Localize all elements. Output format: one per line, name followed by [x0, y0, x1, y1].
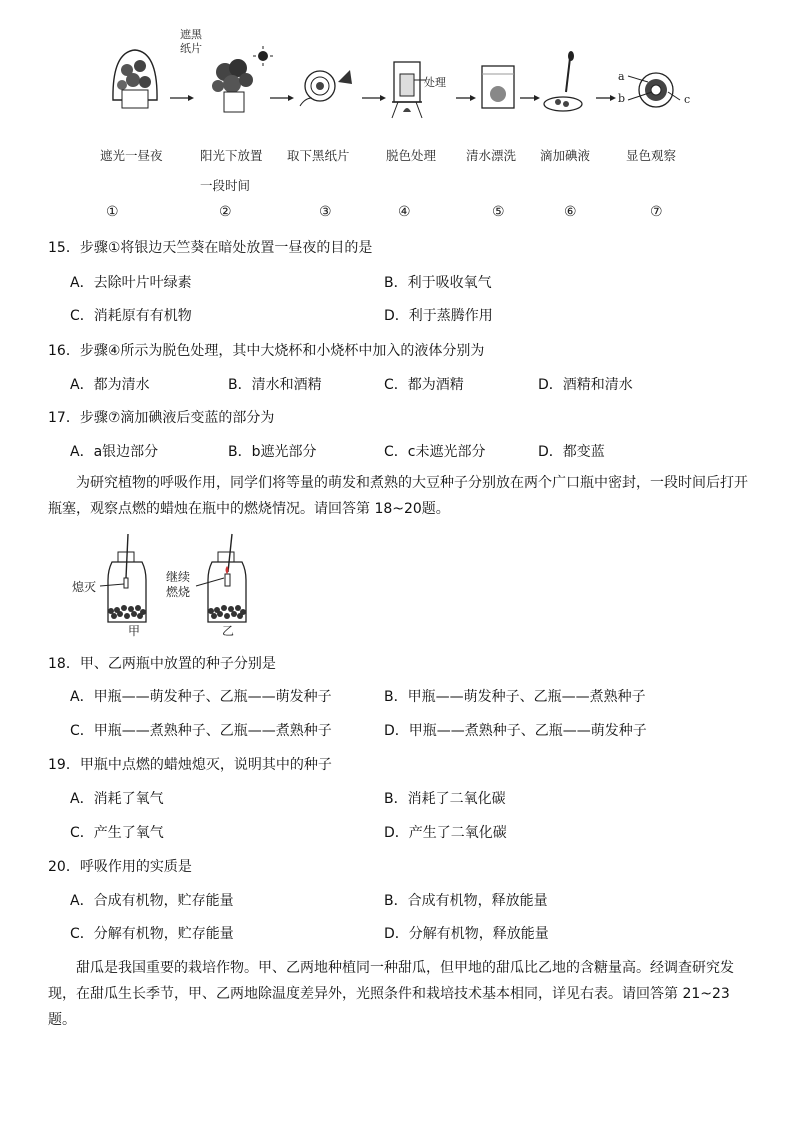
question-15-stem: 15．步骤①将银边天竺葵在暗处放置一昼夜的目的是 — [48, 240, 373, 256]
q17-option-c[interactable]: C．c未遮光部分 — [384, 444, 486, 460]
label-a: a — [618, 70, 625, 83]
label-c: c — [684, 93, 691, 106]
question-20-stem: 20．呼吸作用的实质是 — [48, 859, 192, 875]
step-num-1: ① — [106, 204, 119, 220]
step-label-6: 滴加碘液 — [540, 148, 591, 163]
q15-option-a[interactable]: A．去除叶片叶绿素 — [70, 275, 192, 291]
step-label-3: 取下黑纸片 — [287, 148, 350, 163]
step-num-3: ③ — [319, 204, 332, 220]
q15-option-d[interactable]: D．利于蒸腾作用 — [384, 308, 493, 324]
q20-option-b[interactable]: B．合成有机物，释放能量 — [384, 893, 548, 909]
leaf-result-icon — [628, 73, 680, 107]
q19-option-c[interactable]: C．产生了氧气 — [70, 825, 164, 841]
step-num-4: ④ — [398, 204, 411, 220]
jar-a-label: 甲 — [128, 624, 141, 638]
q20-option-d[interactable]: D．分解有机物，释放能量 — [384, 926, 549, 942]
q18-option-a[interactable]: A．甲瓶——萌发种子、乙瓶——萌发种子 — [70, 689, 332, 705]
q16-option-b[interactable]: B．清水和酒精 — [228, 377, 322, 393]
label-extinguished: 熄灭 — [72, 580, 97, 594]
q16-option-a[interactable]: A．都为清水 — [70, 377, 150, 393]
question-19-stem: 19．甲瓶中点燃的蜡烛熄灭，说明其中的种子 — [48, 757, 332, 773]
rinse-beaker-icon — [482, 66, 514, 108]
plant-sunlight-icon — [212, 46, 273, 112]
jars-illustration — [0, 528, 794, 628]
step-label-1: 遮光一昼夜 — [100, 148, 163, 163]
plant-covered-icon — [113, 50, 157, 108]
q18-option-d[interactable]: D．甲瓶——煮熟种子、乙瓶——萌发种子 — [384, 723, 647, 739]
q20-option-c[interactable]: C．分解有机物，贮存能量 — [70, 926, 234, 942]
intro-melon: 甜瓜是我国重要的栽培作物。甲、乙两地种植同一种甜瓜，但甲地的甜瓜比乙地的含糖量高。经调查研究发现，在甜瓜生长季节，甲、乙两地除温度差异外，光照条件和栽培技术基本相同，详见右表。请回答第 21~23题。 — [48, 960, 734, 1028]
q16-option-c[interactable]: C．都为酒精 — [384, 377, 464, 393]
q18-option-b[interactable]: B．甲瓶——萌发种子、乙瓶——煮熟种子 — [384, 689, 646, 705]
step-num-2: ② — [219, 204, 232, 220]
q19-option-b[interactable]: B．消耗了二氧化碳 — [384, 791, 506, 807]
question-16-stem: 16．步骤④所示为脱色处理，其中大烧杯和小烧杯中加入的液体分别为 — [48, 343, 485, 359]
leaf-remove-paper-icon — [300, 70, 352, 106]
process-label: 处理 — [424, 76, 446, 89]
step-num-7: ⑦ — [650, 204, 663, 220]
step-num-5: ⑤ — [492, 204, 505, 220]
label-keeps-burning: 继续 燃烧 — [166, 570, 191, 599]
step-label-2: 阳光下放置 — [200, 148, 263, 163]
jar-a-icon — [100, 534, 146, 622]
q16-option-d[interactable]: D．酒精和清水 — [538, 377, 633, 393]
q17-option-d[interactable]: D．都变蓝 — [538, 444, 605, 460]
jar-b-icon — [196, 534, 246, 622]
q18-option-c[interactable]: C．甲瓶——煮熟种子、乙瓶——煮熟种子 — [70, 723, 332, 739]
question-18-stem: 18．甲、乙两瓶中放置的种子分别是 — [48, 656, 276, 672]
q19-option-a[interactable]: A．消耗了氧气 — [70, 791, 164, 807]
iodine-dropper-icon — [544, 51, 582, 111]
step-label-2b: 一段时间 — [200, 178, 251, 193]
decolorize-beaker-icon — [392, 62, 426, 118]
q20-option-a[interactable]: A．合成有机物，贮存能量 — [70, 893, 234, 909]
q17-option-b[interactable]: B．b遮光部分 — [228, 444, 317, 460]
q17-option-a[interactable]: A．a银边部分 — [70, 444, 159, 460]
q19-option-d[interactable]: D．产生了二氧化碳 — [384, 825, 507, 841]
step-label-4: 脱色处理 — [386, 148, 437, 163]
step-label-5: 清水漂洗 — [466, 148, 517, 163]
step-num-6: ⑥ — [564, 204, 577, 220]
jar-b-label: 乙 — [222, 624, 235, 638]
intro-respiration: 为研究植物的呼吸作用，同学们将等量的萌发和煮熟的大豆种子分别放在两个广口瓶中密封，一段时间后打开瓶塞，观察点燃的蜡烛在瓶中的燃烧情况。请回答第 18~20题。 — [48, 475, 748, 517]
label-b: b — [618, 92, 626, 105]
step-label-7: 显色观察 — [626, 148, 677, 163]
black-paper-label: 遮黑 纸片 — [180, 28, 202, 55]
question-17-stem: 17．步骤⑦滴加碘液后变蓝的部分为 — [48, 410, 275, 426]
q15-option-c[interactable]: C．消耗原有有机物 — [70, 308, 192, 324]
q15-option-b[interactable]: B．利于吸收氧气 — [384, 275, 492, 291]
